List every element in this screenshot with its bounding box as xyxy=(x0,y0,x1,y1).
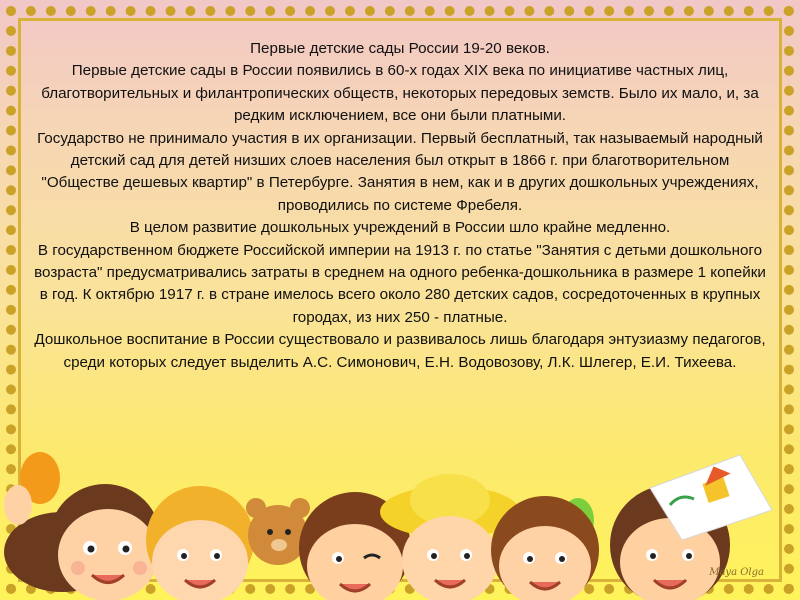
waving-hand xyxy=(4,485,32,525)
slide-title: Первые детские сады России 19-20 веков. xyxy=(250,40,550,57)
main-text xyxy=(30,38,770,374)
paragraph-5: Дошкольное воспитание в России существовало и развивалось лишь благодаря энтузиазму педагогов, среди которых следует выделить А.С. Симонович, Е.Н. Водовозову, Л.К. Шлегер, Е.И. Тихеева. xyxy=(34,331,766,371)
child-face-5 xyxy=(491,496,599,600)
paragraph-1: Первые детские сады в России появились в 60-х годах XIX века по инициативе частных лиц, благотворительных и филантропических обществ, некоторых передовых земств. Было их мало, и, за редким исключением, все они были платными. xyxy=(41,62,759,125)
author-signature: Maya Olga xyxy=(709,567,764,578)
paragraph-4: В государственном бюджете Российской империи на 1913 г. по статье "Занятия с детьми дошкольного возраста" предусматривались затраты в среднем на одного ребенка-дошкольника в размере 1 копейки в год. К октябрю 1917 г. в стране имелось всего около 280 детских садов, сосредоточенных в крупных городах, из них 250 - платные. xyxy=(34,241,766,326)
paragraph-2: Государство не принимало участия в их организации. Первый бесплатный, так называемый народный детский сад для детей низших слоев населения был открыт в 1866 г. при благотворительном "Обществе дешевых квартир" в Петербурге. Занятия в нем, как и в других дошкольных учреждениях, проводились по системе Фребеля. xyxy=(37,129,763,214)
paragraph-3: В целом развитие дошкольных учреждений в России шло крайне медленно. xyxy=(129,219,671,237)
child-face-2 xyxy=(146,486,254,600)
